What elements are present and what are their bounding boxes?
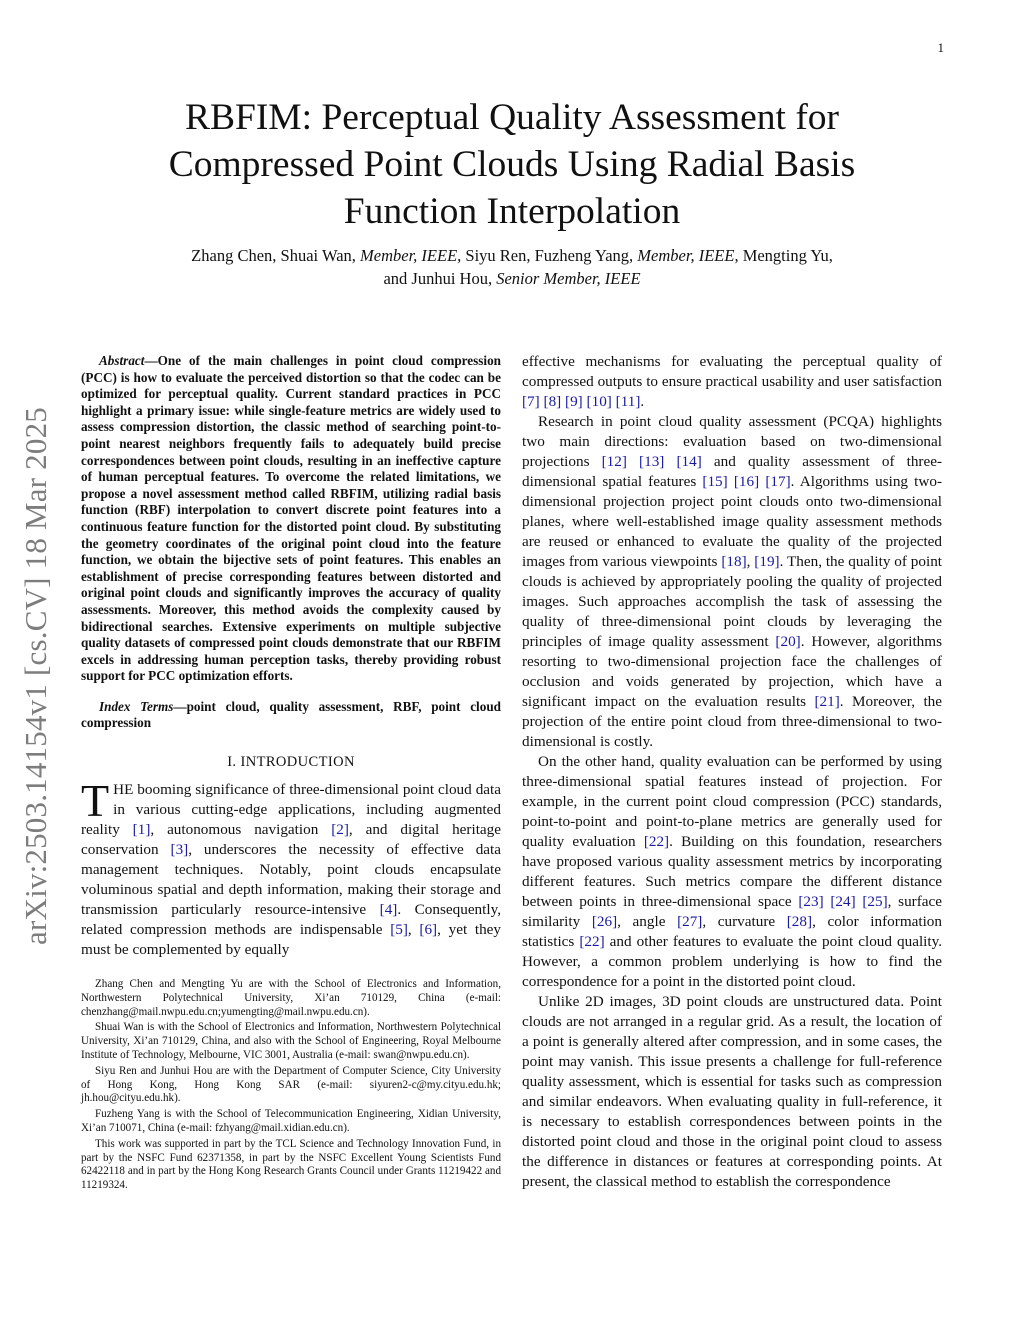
citation-link[interactable]: [2]: [331, 821, 349, 839]
citation-link[interactable]: [6]: [419, 921, 438, 939]
citation-link[interactable]: [12]: [601, 453, 627, 470]
text-run: . Then, the quality of point clouds is achieved by appropriately pooling the quality of projected images. Such approaches accomplish the task of assessing the quality of three-dimensional point clouds by leveraging the principles of image quality assessment: [522, 553, 943, 650]
authors-part: , Mengting Yu,: [734, 246, 833, 265]
citation-link[interactable]: [21]: [814, 693, 840, 710]
paragraph-continuation: [522, 352, 942, 412]
text-run: , curvature: [702, 913, 787, 930]
paragraph-unstructured: Unlike 2D images, 3D point clouds are unstructured data. Point clouds are not arranged in a regular grid. As a result, the location of a point is generally altered after compression, and in some cases, the point may vanish. This issue presents a challenge for full-reference quality assessment, which is essential for tasks such as compression and similar endeavors. When evaluating quality in full-reference, it is necessary to establish correspondences between points in the distorted point cloud and those in the original point cloud to assess the difference in distances or features at corresponding points. At present, the classical method to establish the correspondence: [522, 993, 942, 1190]
footnote: Shuai Wan is with the School of Electronics and Information, Northwestern Polytechnical University, Xi’an 710129, China, and also with the School of Engineering, Royal Melbourne Institute of Technology, Melbourne, VIC 3001, Australia (e-mail: swan@nwpu.edu.cn).: [81, 1021, 501, 1062]
dropcap: T: [81, 775, 110, 827]
citation-link[interactable]: [22]: [643, 833, 670, 850]
abstract: [81, 353, 501, 685]
footnotes: [81, 978, 501, 1193]
text-run: . Building on this foundation, researchers have proposed various quality assessment metrics by incorporating different features. Such metrics compare the different distance between points in three-dimensional space: [522, 833, 943, 910]
citation-link[interactable]: [23]: [798, 893, 824, 910]
author-list: [100, 244, 924, 290]
paragraph-3d-features: [522, 752, 942, 992]
text-run: . Algorithms using two-dimensional projection project point clouds onto two-dimensional planes, where well-established image quality assessment methods are reused or enhanced to evaluate the quality of the projected images from various viewpoints: [522, 473, 943, 570]
text-run: , angle: [617, 913, 678, 930]
text-run: . However, algorithms resorting to two-dimensional projection face the challenges of occlusion and voids generated by projection, which have a significant impact on the evaluation results: [522, 633, 942, 710]
citation-link[interactable]: [24]: [830, 893, 856, 910]
index-terms-text: —point cloud, quality assessment, RBF, point cloud compression: [81, 698, 501, 731]
citation-link[interactable]: [7]: [522, 393, 540, 410]
citation-link[interactable]: [16]: [733, 473, 760, 490]
citation-link[interactable]: [9]: [565, 393, 583, 410]
right-column: [522, 352, 942, 1192]
text-run: effective mechanisms for evaluating the perceptual quality of compressed outputs to ensure practical usability and user satisfaction: [522, 353, 942, 390]
author-role: Senior Member, IEEE: [496, 269, 641, 288]
author-line-1: [100, 244, 924, 267]
citation-link[interactable]: [1]: [132, 821, 151, 839]
text-run: , underscores the necessity of effective data management techniques. Notably, point clouds encapsulate voluminous spatial and depth information, making their storage and transmission particularly resource-intensive: [81, 841, 501, 919]
citation-link[interactable]: [8]: [543, 393, 562, 410]
citation-link[interactable]: [25]: [862, 893, 888, 910]
text-run: Research in point cloud quality assessment (PCQA) highlights two main directions: evaluation based on two-dimensional projections: [522, 413, 942, 470]
page-number: 1: [937, 40, 944, 55]
authors-part: Zhang Chen, Shuai Wan,: [191, 246, 356, 265]
text-run: , and digital heritage conservation: [81, 821, 501, 859]
text-run: ,: [407, 921, 420, 939]
footnote: Zhang Chen and Mengting Yu are with the School of Electronics and Information, Northwestern Polytechnical University, Xi’an 710129, China (e-mail: chenzhang@mail.nwpu.edu.cn;yumengting@mail.nwpu.edu.cn).: [81, 978, 501, 1018]
citation-link[interactable]: [28]: [786, 913, 813, 930]
text-run: ,: [746, 553, 755, 570]
footnote: Fuzheng Yang is with the School of Telecommunication Engineering, Xidian University, Xi’an 710071, China (e-mail: fzhyang@mail.xidian.edu.cn).: [81, 1108, 501, 1135]
text-run: , autonomous navigation: [150, 821, 332, 839]
citation-link[interactable]: [5]: [390, 921, 408, 939]
authors-part: Siyu Ren, Fuzheng Yang,: [465, 246, 634, 265]
index-terms: [81, 699, 501, 732]
footnote: This work was supported in part by the TCL Science and Technology Innovation Fund, in part by the NSFC Fund 62371358, in part by the NSFC Excellent Young Scientists Fund 62422118 and in part by the Hong Kong Research Grants Council under Grants 11219422 and 11219324.: [81, 1137, 501, 1192]
citation-link[interactable]: [18]: [721, 553, 747, 570]
citation-link[interactable]: [26]: [591, 913, 618, 930]
citation-link[interactable]: [27]: [677, 913, 703, 930]
citation-link[interactable]: [14]: [676, 453, 702, 470]
text-run: , color information statistics: [522, 913, 942, 950]
left-column: [81, 353, 501, 1195]
section-heading-introduction: I. INTRODUCTION: [227, 754, 355, 771]
text-run: and quality assessment of three-dimensional spatial features: [522, 453, 943, 490]
text-run: , surface similarity: [522, 893, 942, 930]
text-run: On the other hand, quality evaluation can be performed by using three-dimensional spatial features instead of projection. For example, in the current point cloud compression (PCC) standards, point-to-point and point-to-plane metrics are generally used for quality evaluation: [522, 753, 942, 850]
citation-link[interactable]: [22]: [579, 933, 605, 950]
abstract-text: —One of the main challenges in point cloud compression (PCC) is how to evaluate the perceived distortion so that the codec can be optimized for perceptual quality. Current standard practices in PCC highlight a primary issue: while single-feature metrics are widely used to assess compression distortion, the classic method of searching point-to-point nearest neighbors frequently fails to adequately build precise correspondences between point clouds, resulting in an ineffective capture of human perceptual features. To overcome the related limitations, we propose a novel assessment method called RBFIM, utilizing radial basis function (RBF) interpolation to convert discrete point features into a continuous feature function for the distorted point cloud. By substituting the geometry coordinates of the original point cloud into the feature function, we obtain the bijective sets of point features. This enables an establishment of precise corresponding features between distorted and original point clouds and significantly improves the accuracy of quality assessments. Moreover, this method avoids the complexity caused by bidirectional searches. Extensive experiments on multiple subjective quality datasets of compressed point clouds demonstrate that our RBFIM excels in addressing human perception tasks, thereby providing robust support for PCC optimization efforts.: [81, 353, 501, 684]
author-role: Member, IEEE,: [360, 246, 462, 265]
footnote: Siyu Ren and Junhui Hou are with the Department of Computer Science, City University of Hong Kong, Hong Kong SAR (e-mail: siyuren2-c@my.cityu.edu.hk; jh.hou@cityu.edu.hk).: [81, 1064, 501, 1105]
citation-link[interactable]: [17]: [765, 473, 791, 490]
citation-link[interactable]: [13]: [639, 453, 665, 470]
text-run: and other features to evaluate the point cloud quality. However, a common problem underlying is how to find the correspondence for a point in the distorted point cloud.: [522, 933, 943, 990]
citation-link[interactable]: [11]: [615, 393, 641, 410]
abstract-label: Abstract: [99, 353, 145, 368]
intro-paragraph: [81, 775, 501, 960]
citation-link[interactable]: [15]: [702, 473, 728, 490]
citation-link[interactable]: [3]: [170, 841, 189, 859]
citation-link[interactable]: [4]: [379, 901, 398, 919]
text-run: .: [640, 393, 645, 410]
arxiv-identifier: arXiv:2503.14154v1 [cs.CV] 18 Mar 2025: [18, 407, 53, 945]
citation-link[interactable]: [10]: [586, 393, 612, 410]
text-run: . Consequently, related compression methods are indispensable: [81, 901, 501, 939]
text-run: . Moreover, the projection of the entire point cloud from three-dimensional to two-dimensional is costly.: [522, 693, 942, 750]
text-run: , yet they must be complemented by equally: [81, 921, 501, 959]
authors-part: and Junhui Hou,: [383, 269, 493, 288]
author-line-2: [100, 267, 924, 290]
index-terms-label: Index Terms: [99, 698, 174, 714]
paragraph-pcqa: [522, 412, 942, 752]
paper-title: RBFIM: Perceptual Quality Assessment for Compressed Point Clouds Using Radial Basis Function Interpolation: [168, 97, 856, 232]
citation-link[interactable]: [19]: [754, 553, 780, 570]
text-run: HE booming significance of three-dimensional point cloud data in various cutting-edge applications, including augmented reality: [81, 781, 501, 839]
author-role: Member, IEEE: [637, 246, 735, 265]
citation-link[interactable]: [20]: [775, 633, 801, 650]
